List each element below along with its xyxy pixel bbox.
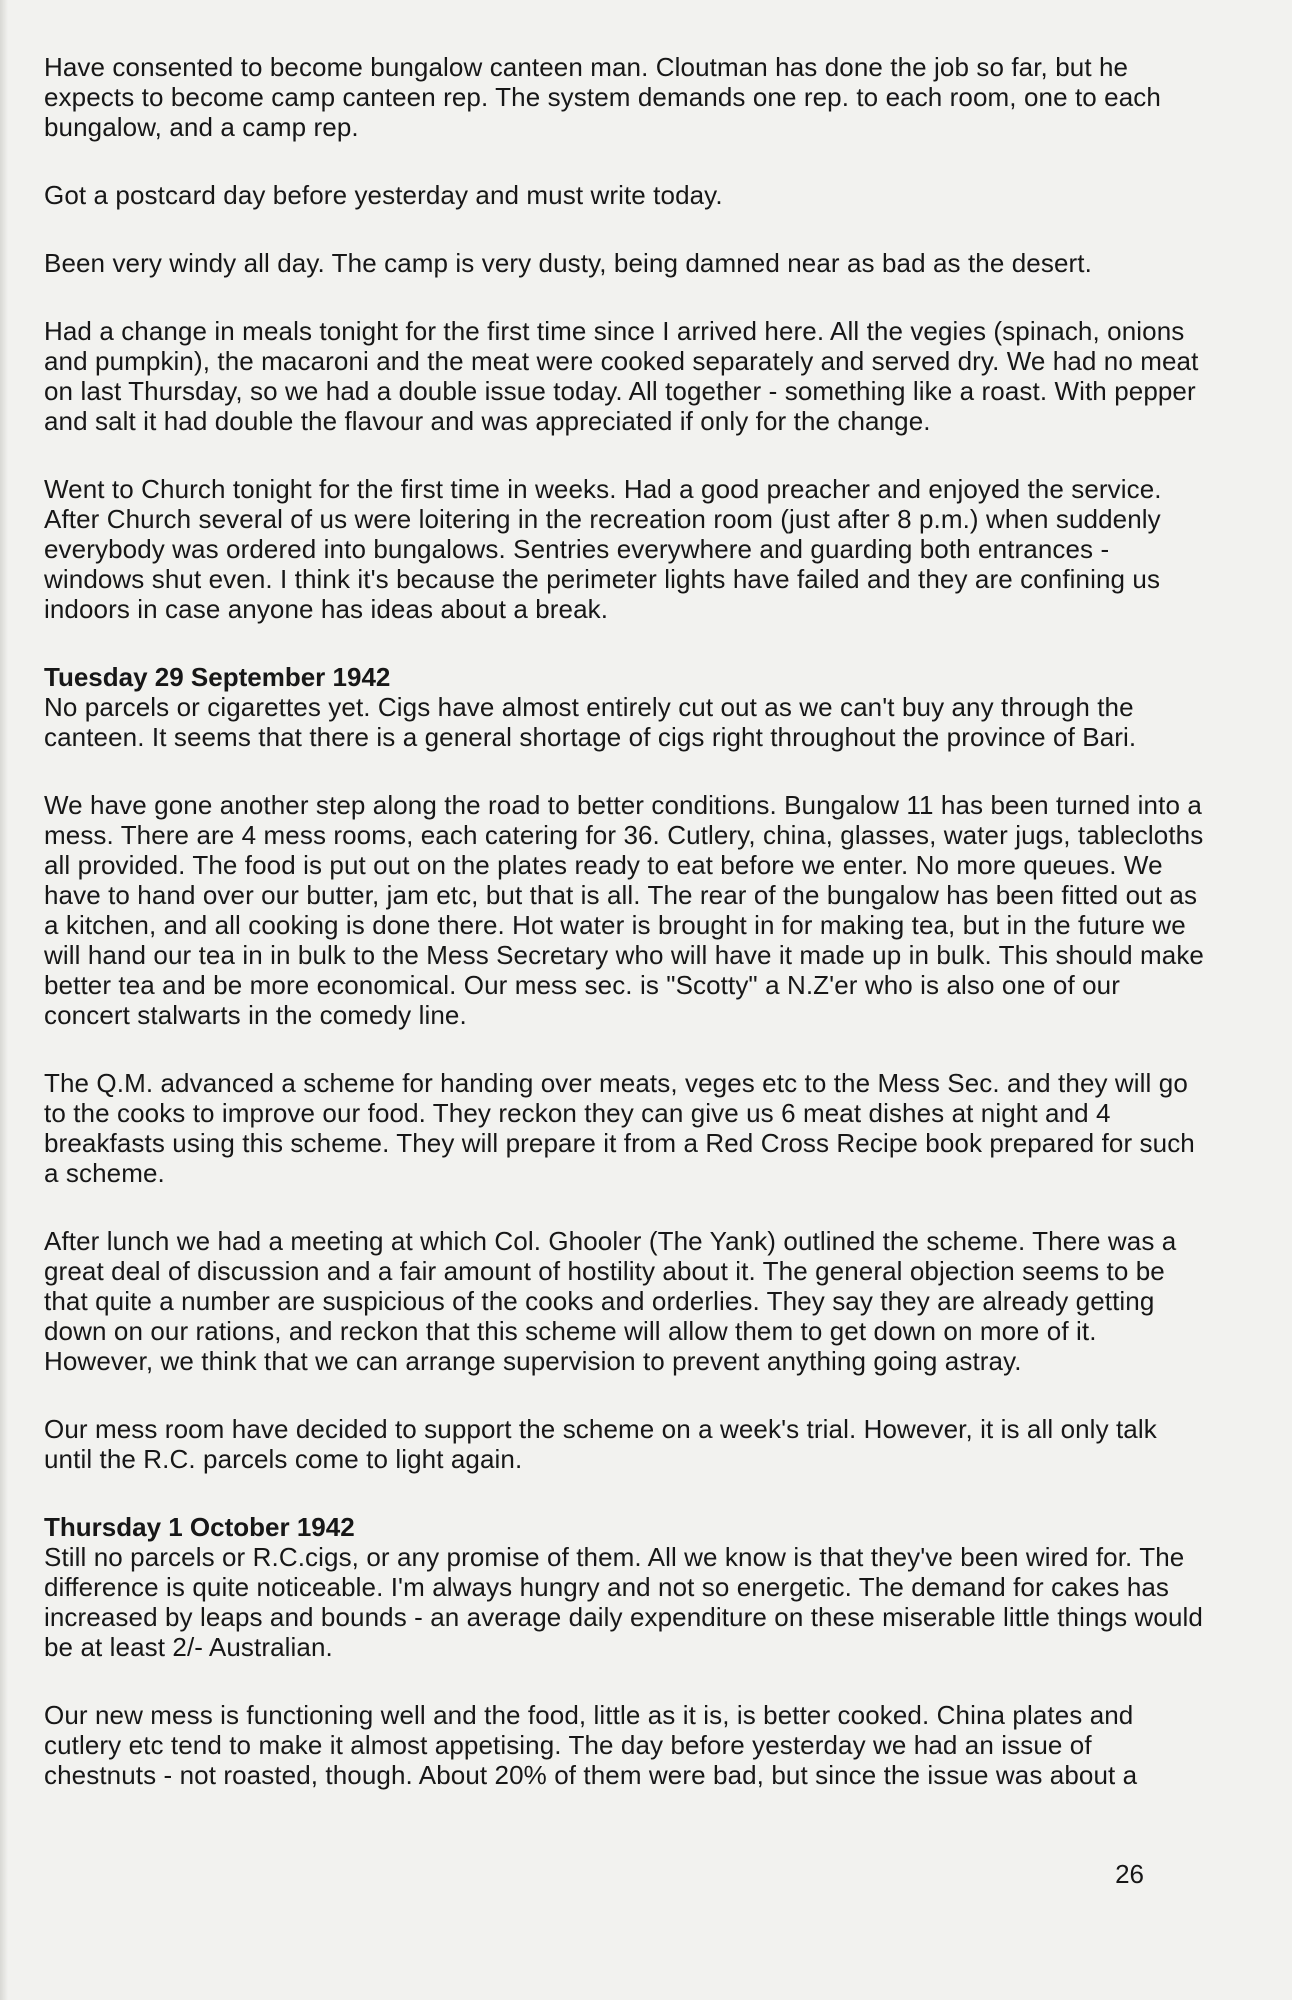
diary-paragraph: No parcels or cigarettes yet. Cigs have almost entirely cut out as we can't buy any through the canteen. It seems that there is a general shortage of cigs right throughout the province of Bari. [44,692,1137,752]
page-binding-shadow [0,0,8,2000]
diary-paragraph: Still no parcels or R.C.cigs, or any promise of them. All we know is that they've been wired for. The difference is quite noticeable. I'm always hungry and not so energetic. The demand for cakes has increased by leaps and bounds - an average daily expenditure on these miserable little things would be at least 2/- Australian. [44,1542,1203,1662]
diary-paragraph: Our mess room have decided to support the scheme on a week's trial. However, it is all only talk until the R.C. parcels come to light again. [44,1414,1157,1474]
diary-paragraph: Our new mess is functioning well and the food, little as it is, is better cooked. China plates and cutlery etc tend to make it almost appetising. The day before yesterday we had an issue of chestnuts - not roasted, though. About 20% of them were bad, but since the issue was about a [44,1700,1138,1790]
diary-paragraph: Been very windy all day. The camp is very dusty, being damned near as bad as the desert. [44,248,1092,278]
entry-date-heading: Tuesday 29 September 1942 [44,662,391,692]
diary-entry-tuesday [44,662,1204,1474]
diary-paragraph: Got a postcard day before yesterday and must write today. [44,180,723,210]
diary-paragraph: We have gone another step along the road to better conditions. Bungalow 11 has been turned into a mess. There are 4 mess rooms, each catering for 36. Cutlery, china, glasses, water jugs, tablecloths all provided. The food is put out on the plates ready to eat before we enter. No more queues. We have to hand over our butter, jam etc, but that is all. The rear of the bungalow has been fitted out as a kitchen, and all cooking is done there. Hot water is brought in for making tea, but in the future we will hand our tea in in bulk to the Mess Secretary who will have it made up in bulk. This should make better tea and be more economical. Our mess sec. is "Scotty" a N.Z'er who is also one of our concert stalwarts in the comedy line. [44,790,1204,1030]
diary-paragraph: Have consented to become bungalow canteen man. Cloutman has done the job so far, but he expects to become camp canteen rep. The system demands one rep. to each room, one to each bungalow, and a camp rep. [44,52,1161,142]
diary-paragraph: After lunch we had a meeting at which Col. Ghooler (The Yank) outlined the scheme. There was a great deal of discussion and a fair amount of hostility about it. The general objection seems to be that quite a number are suspicious of the cooks and orderlies. They say they are already getting down on our rations, and reckon that this scheme will allow them to get down on more of it. However, we think that we can arrange supervision to prevent anything going astray. [44,1226,1177,1376]
entry-date-heading: Thursday 1 October 1942 [44,1512,355,1542]
diary-paragraph: Went to Church tonight for the first time in weeks. Had a good preacher and enjoyed the service. After Church several of us were loitering in the recreation room (just after 8 p.m.) when suddenly everybody was ordered into bungalows. Sentries everywhere and guarding both entrances - windows shut even. I think it's because the perimeter lights have failed and they are confining us indoors in case anyone has ideas about a break. [44,474,1162,624]
diary-paragraph: Had a change in meals tonight for the first time since I arrived here. All the vegies (spinach, onions and pumpkin), the macaroni and the meat were cooked separately and served dry. We had no meat on last Thursday, so we had a double issue today. All together - something like a roast. With pepper and salt it had double the flavour and was appreciated if only for the change. [44,316,1199,436]
diary-content [44,52,1204,1828]
page-number: 26 [1115,1859,1144,1889]
diary-entry-thursday [44,1512,1204,1790]
diary-paragraph: The Q.M. advanced a scheme for handing over meats, veges etc to the Mess Sec. and they will go to the cooks to improve our food. They reckon they can give us 6 meat dishes at night and 4 breakfasts using this scheme. They will prepare it from a Red Cross Recipe book prepared for such a scheme. [44,1068,1195,1188]
